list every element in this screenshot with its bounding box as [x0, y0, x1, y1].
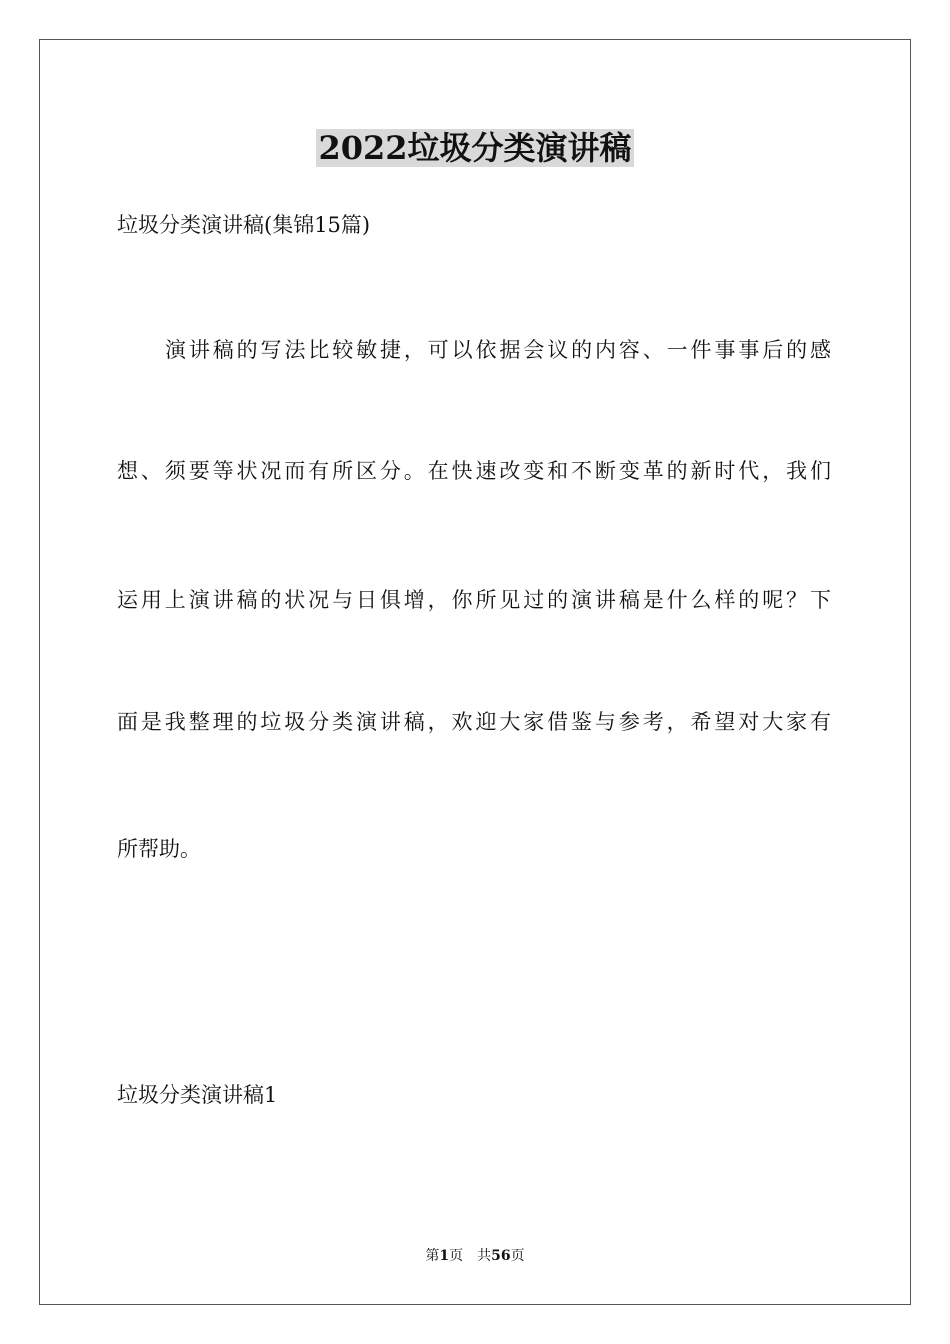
paragraph-line-5: 所帮助。 [117, 837, 201, 861]
footer-total-prefix: 共 [477, 1248, 492, 1264]
document-title-text: 2022垃圾分类演讲稿 [318, 129, 632, 167]
footer-total-pages: 56 [491, 1248, 511, 1264]
footer-page-prefix: 第 [425, 1248, 440, 1264]
paragraph-line-2: 想、须要等状况而有所区分。在快速改变和不断变革的新时代，我们 [117, 459, 831, 483]
page-footer [0, 1247, 950, 1265]
section-heading: 垃圾分类演讲稿1 [117, 1083, 278, 1107]
footer-page-number: 1 [439, 1248, 450, 1264]
document-title [0, 127, 950, 169]
footer-page-suffix: 页 [449, 1248, 464, 1264]
document-subtitle: 垃圾分类演讲稿(集锦15篇) [117, 213, 371, 237]
paragraph-line-3: 运用上演讲稿的状况与日俱增，你所见过的演讲稿是什么样的呢？下 [117, 588, 831, 612]
paragraph-line-4: 面是我整理的垃圾分类演讲稿，欢迎大家借鉴与参考，希望对大家有 [117, 710, 831, 734]
footer-total-suffix: 页 [510, 1248, 525, 1264]
paragraph-line-1: 演讲稿的写法比较敏捷，可以依据会议的内容、一件事事后的感 [165, 338, 831, 362]
